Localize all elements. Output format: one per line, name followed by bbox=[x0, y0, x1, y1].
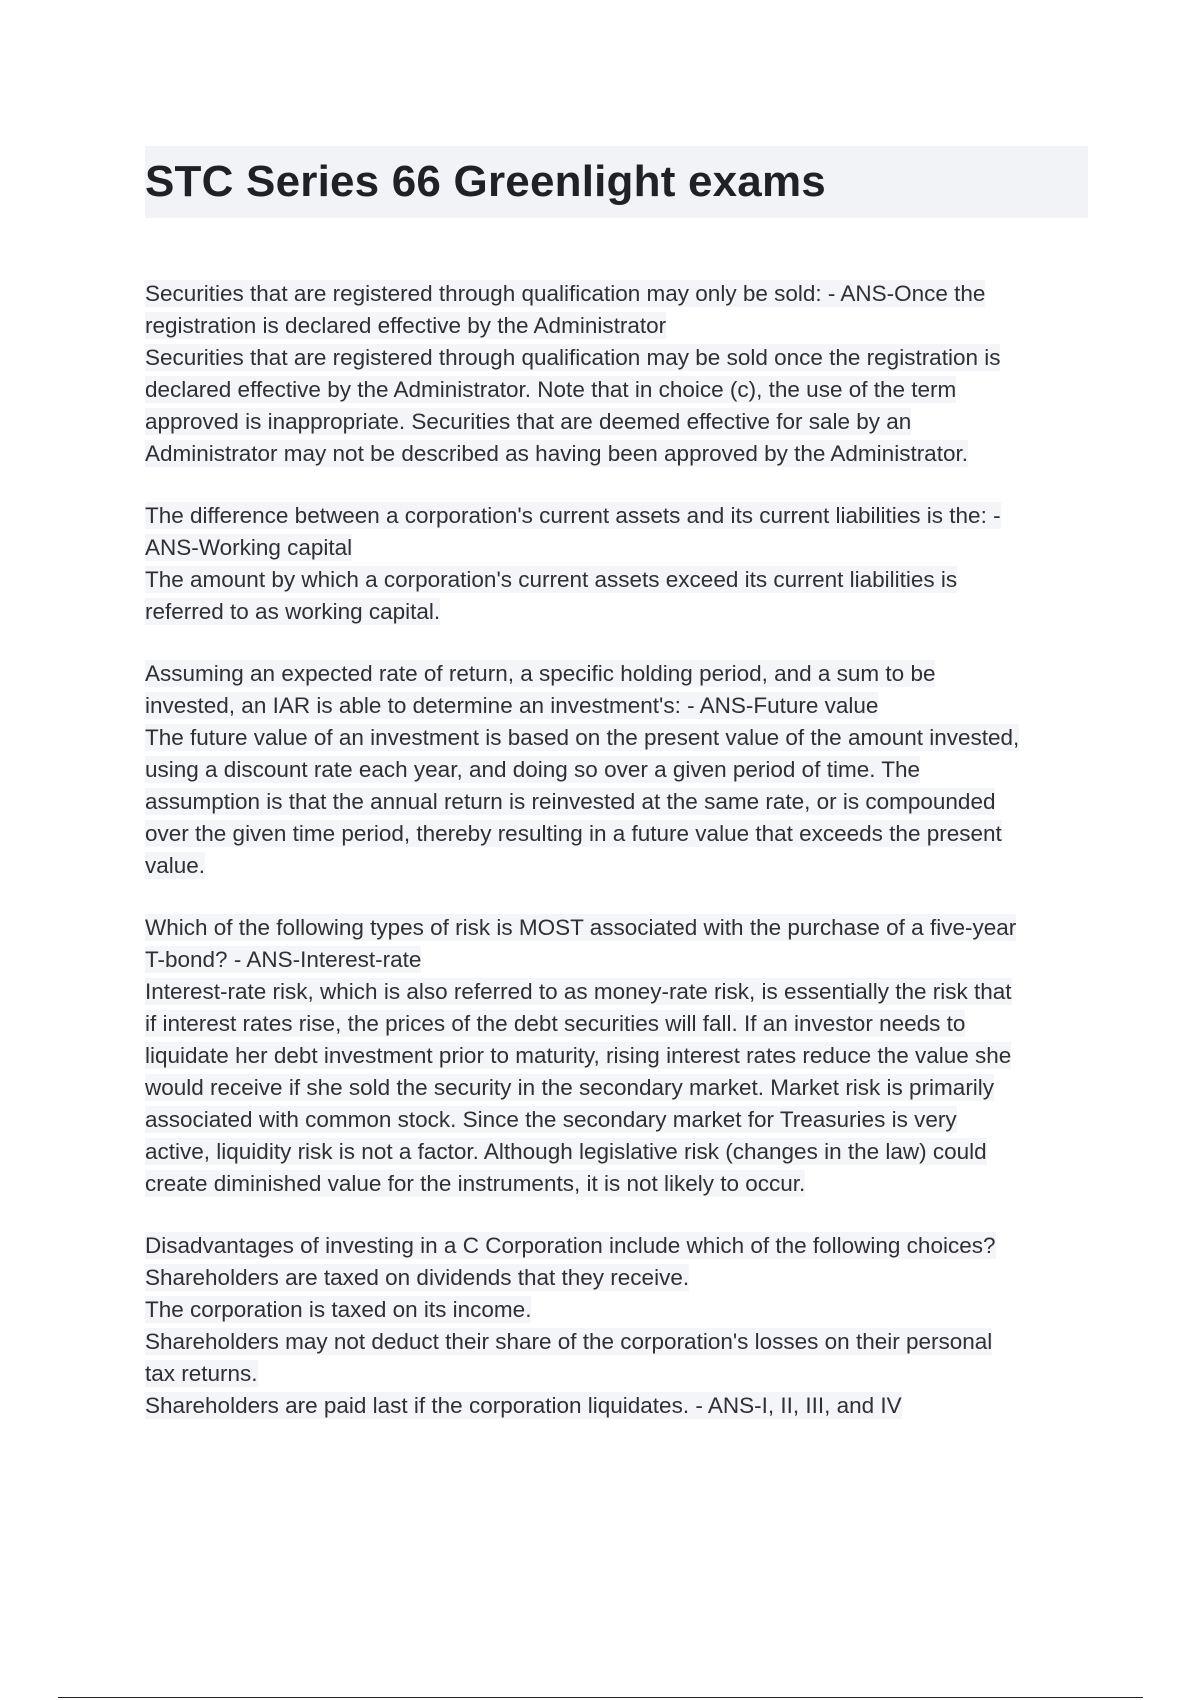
text-line: T-bond? - ANS-Interest-rate bbox=[145, 947, 422, 972]
text-line: The amount by which a corporation's current assets exceed its current liabilities is bbox=[145, 567, 958, 592]
text-line: ANS-Working capital bbox=[145, 535, 353, 560]
text-line: invested, an IAR is able to determine an investment's: - ANS-Future value bbox=[145, 693, 879, 718]
text-line: Which of the following types of risk is MOST associated with the purchase of a five-year bbox=[145, 915, 1017, 940]
text-line: The future value of an investment is based on the present value of the amount invested, bbox=[145, 725, 1020, 750]
text-line: approved is inappropriate. Securities that are deemed effective for sale by an bbox=[145, 409, 912, 434]
text-line: Assuming an expected rate of return, a specific holding period, and a sum to be bbox=[145, 661, 936, 686]
text-line: referred to as working capital. bbox=[145, 599, 441, 624]
text-line: tax returns. bbox=[145, 1361, 258, 1386]
qa-list bbox=[145, 278, 1088, 1422]
qa-item bbox=[145, 278, 1088, 470]
qa-item bbox=[145, 500, 1088, 628]
text-line: Shareholders may not deduct their share of the corporation's losses on their personal bbox=[145, 1329, 993, 1354]
document-page bbox=[145, 146, 1088, 1452]
qa-item bbox=[145, 912, 1088, 1200]
text-line: value. bbox=[145, 853, 206, 878]
text-line: declared effective by the Administrator. Note that in choice (c), the use of the term bbox=[145, 377, 957, 402]
text-line: The difference between a corporation's current assets and its current liabilities is the: - bbox=[145, 503, 1001, 528]
text-line: Disadvantages of investing in a C Corporation include which of the following choices? bbox=[145, 1233, 996, 1258]
qa-item bbox=[145, 1230, 1088, 1422]
text-line: create diminished value for the instruments, it is not likely to occur. bbox=[145, 1171, 806, 1196]
text-line: using a discount rate each year, and doing so over a given period of time. The bbox=[145, 757, 921, 782]
text-line: Shareholders are paid last if the corporation liquidates. - ANS-I, II, III, and IV bbox=[145, 1393, 902, 1418]
text-line: active, liquidity risk is not a factor. Although legislative risk (changes in the law) could bbox=[145, 1139, 987, 1164]
document-title: STC Series 66 Greenlight exams bbox=[145, 157, 826, 206]
title-band bbox=[145, 146, 1088, 218]
text-line: would receive if she sold the security in the secondary market. Market risk is primarily bbox=[145, 1075, 995, 1100]
text-line: liquidate her debt investment prior to maturity, rising interest rates reduce the value she bbox=[145, 1043, 1012, 1068]
text-line: Administrator may not be described as having been approved by the Administrator. bbox=[145, 441, 968, 466]
text-line: if interest rates rise, the prices of the debt securities will fall. If an investor needs to bbox=[145, 1011, 966, 1036]
text-line: over the given time period, thereby resulting in a future value that exceeds the present bbox=[145, 821, 1002, 846]
text-line: Interest-rate risk, which is also referred to as money-rate risk, is essentially the risk that bbox=[145, 979, 1012, 1004]
qa-item bbox=[145, 658, 1088, 882]
text-line: Securities that are registered through qualification may only be sold: - ANS-Once the bbox=[145, 281, 986, 306]
text-line: Shareholders are taxed on dividends that they receive. bbox=[145, 1265, 690, 1290]
footer-rule bbox=[58, 1697, 1143, 1698]
text-line: associated with common stock. Since the secondary market for Treasuries is very bbox=[145, 1107, 957, 1132]
text-line: The corporation is taxed on its income. bbox=[145, 1297, 532, 1322]
text-line: registration is declared effective by the Administrator bbox=[145, 313, 667, 338]
text-line: Securities that are registered through qualification may be sold once the registration is bbox=[145, 345, 1001, 370]
text-line: assumption is that the annual return is reinvested at the same rate, or is compounded bbox=[145, 789, 996, 814]
